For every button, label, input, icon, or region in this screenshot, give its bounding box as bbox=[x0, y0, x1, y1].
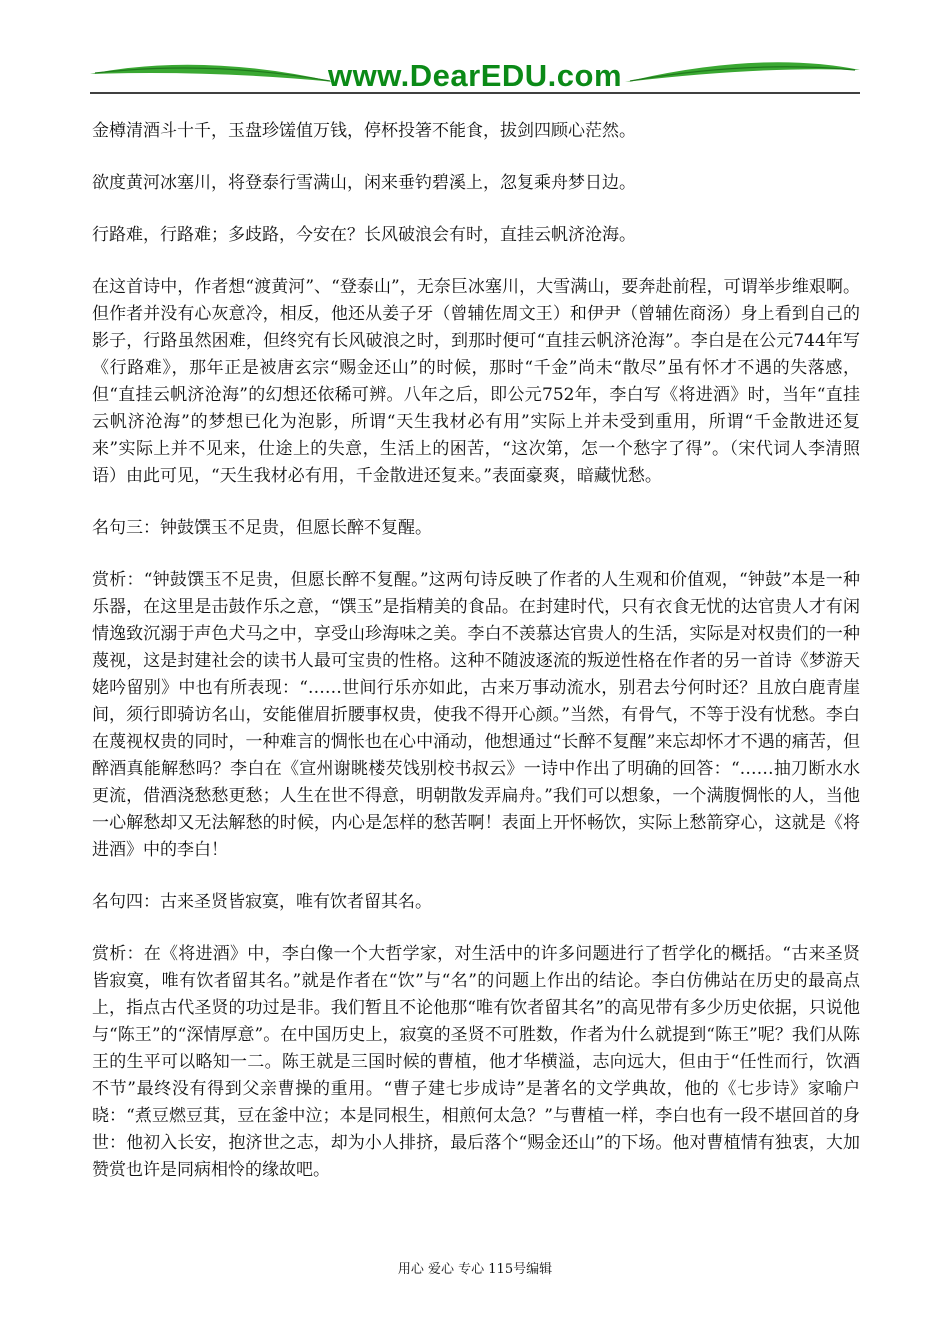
analysis-paragraph: 在这首诗中，作者想“渡黄河”、“登泰山”，无奈巨冰塞川，大雪满山，要奔赴前程，可谓举步维艰啊。但作者并没有心灰意冷，相反，他还从姜子牙（曾辅佐周文王）和伊尹（曾辅佐商汤）身上看到自己的影子，行路虽然困难，但终究有长风破浪之时，到那时便可“直挂云帆济沧海”。李白是在公元744年写《行路难》，那年正是被唐玄宗“赐金还山”的时候，那时“千金”尚未“散尽”虽有怀才不遇的失落感，但“直挂云帆济沧海”的幻想还依稀可辨。八年之后，即公元752年，李白写《将进酒》时，当年“直挂云帆济沧海”的梦想已化为泡影，所谓“天生我材必有用”实际上并未受到重用，所谓“千金散进还复来”实际上并不见来，仕途上的失意，生活上的困苦，“这次第，怎一个愁字了得”。（宋代词人李清照语）由此可见，“天生我材必有用，千金散进还复来。”表面豪爽，暗藏忧愁。 bbox=[92, 277, 860, 486]
right-leaf-icon bbox=[625, 62, 860, 82]
analysis-paragraph: 赏析：在《将进酒》中，李白像一个大哲学家，对生活中的许多问题进行了哲学化的概括。“古来圣贤皆寂寞，唯有饮者留其名。”就是作者在“饮”与“名”的问题上作出的结论。李白仿佛站在历史的最高点上，指点古代圣贤的功过是非。我们暂且不论他那“唯有饮者留其名”的高见带有多少历史依据，只说他与“陈王”的“深情厚意”。在中国历史上，寂寞的圣贤不可胜数，作者为什么就提到“陈王”呢？我们从陈王的生平可以略知一二。陈王就是三国时候的曹植，他才华横溢，志向远大，但由于“任性而行，饮酒不节”最终没有得到父亲曹操的重用。“曹子建七步成诗”是著名的文学典故，他的《七步诗》家喻户晓：“煮豆燃豆萁，豆在釜中泣；本是同根生，相煎何太急？”与曹植一样，李白也有一段不堪回首的身世：他初入长安，抱济世之志，却为小人排挤，最后落个“赐金还山”的下场。他对曹植情有独衷，大加赞赏也许是同病相怜的缘故吧。 bbox=[92, 944, 860, 1180]
famous-line-heading: 名句三：钟鼓馔玉不足贵，但愿长醉不复醒。 bbox=[92, 518, 432, 538]
left-leaf-icon bbox=[90, 65, 335, 82]
poem-line: 行路难，行路难；多歧路，今安在？长风破浪会有时，直挂云帆济沧海。 bbox=[92, 225, 636, 245]
site-name[interactable]: www.DearEDU.com bbox=[327, 58, 623, 93]
page-header bbox=[0, 0, 950, 110]
page-footer: 用心 爱心 专心 115号编辑 bbox=[397, 1262, 553, 1277]
document-body bbox=[92, 118, 860, 1209]
poem-line: 欲度黄河冰塞川，将登泰行雪满山，闲来垂钓碧溪上，忽复乘舟梦日边。 bbox=[92, 173, 636, 193]
famous-line-heading: 名句四：古来圣贤皆寂寞，唯有饮者留其名。 bbox=[92, 892, 432, 912]
analysis-paragraph: 赏析：“钟鼓馔玉不足贵，但愿长醉不复醒。”这两句诗反映了作者的人生观和价值观，“钟鼓”本是一种乐器，在这里是击鼓作乐之意，“馔玉”是指精美的食品。在封建时代，只有衣食无忧的达官贵人才有闲情逸致沉溺于声色犬马之中，享受山珍海味之美。李白不羡慕达官贵人的生活，实际是对权贵们的一种蔑视，这是封建社会的读书人最可宝贵的性格。这种不随波逐流的叛逆性格在作者的另一首诗《梦游天姥吟留别》中也有所表现：“……世间行乐亦如此，古来万事动流水，别君去兮何时还？且放白鹿青崖间，须行即骑访名山，安能催眉折腰事权贵，使我不得开心颜。”当然，有骨气，不等于没有忧愁。李白在蔑视权贵的同时，一种难言的惆怅也在心中涌动，他想通过“长醉不复醒”来忘却怀才不遇的痛苦，但醉酒真能解愁吗？李白在《宣州谢眺楼芡饯别校书叔云》一诗中作出了明确的回答：“……抽刀断水水更流，借酒浇愁愁更愁；人生在世不得意，明朝散发弄扁舟。”我们可以想象，一个满腹惆怅的人，当他一心解愁却又无法解愁的时候，内心是怎样的愁苦啊！表面上开怀畅饮，实际上愁箭穿心，这就是《将进酒》中的李白！ bbox=[92, 570, 860, 860]
poem-line: 金樽清酒斗十千，玉盘珍馐值万钱，停杯投箸不能食，拔剑四顾心茫然。 bbox=[92, 121, 636, 141]
